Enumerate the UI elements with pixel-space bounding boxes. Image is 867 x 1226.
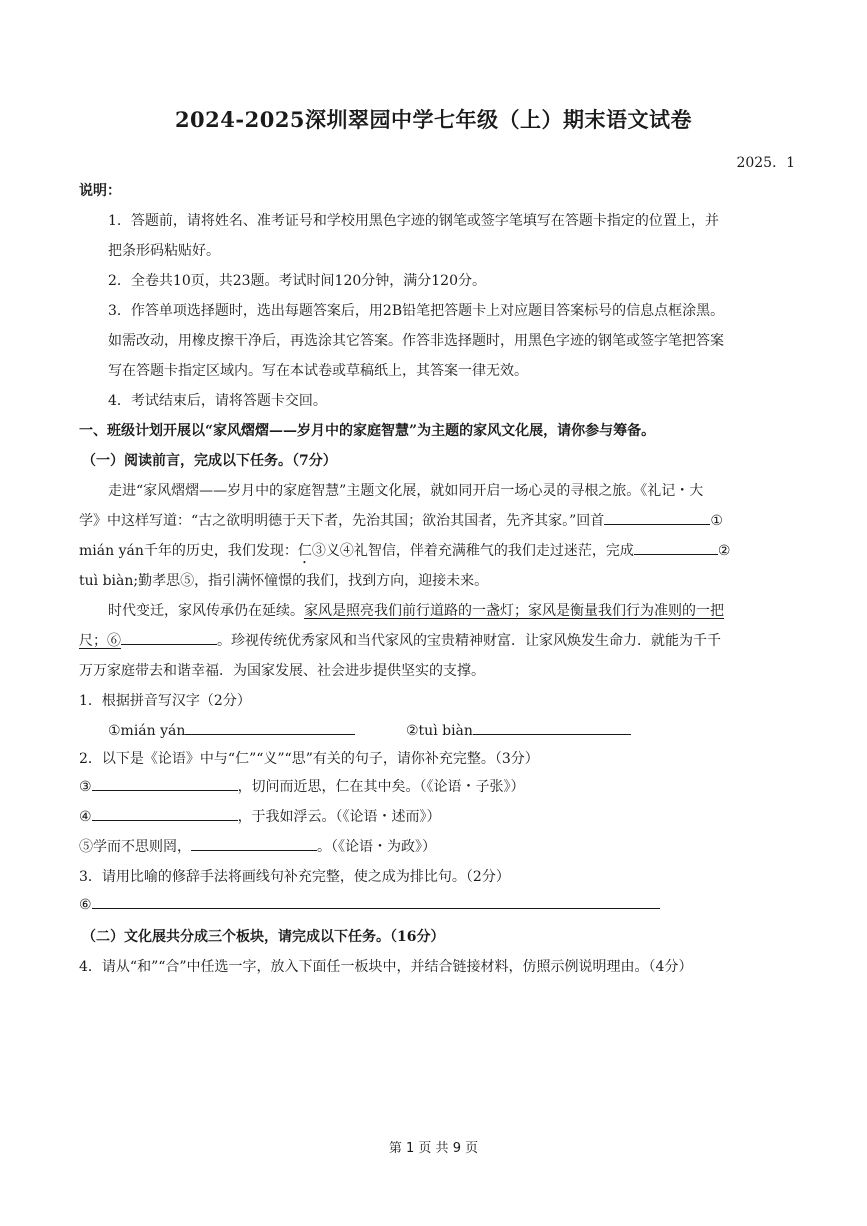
instruction-3-line2: 如需改动，用橡皮擦干净后，再选涂其它答案。作答非选择题时，用黑色字迹的钢笔或签字笔把答案	[108, 333, 724, 349]
answer-blank[interactable]	[191, 834, 317, 851]
passage-text: ⑤，指引满怀憧憬的我们，找到方向，迎接未来。	[180, 573, 489, 589]
instruction-1-line1: 1．答题前，请将姓名、准考证号和学校用黑色字迹的钢笔或签字笔填写在答题卡指定的位置上，并	[108, 213, 719, 229]
blank-2[interactable]	[634, 538, 718, 555]
question-2-c	[79, 832, 436, 862]
question-3-answer	[79, 890, 660, 920]
emphasized-char: 仁	[297, 543, 312, 559]
answer-blank[interactable]	[92, 892, 660, 909]
passage-para2-line1	[108, 596, 724, 626]
blank-marker-6: ⑥	[79, 897, 92, 913]
blank-marker-1: ①	[710, 513, 723, 529]
passage-text: 学》中这样写道：“古之欲明明德于天下者，先治其国；欲治其国者，先齐其家。”回首	[79, 513, 605, 529]
passage-para1-line2	[79, 506, 723, 536]
part2-heading: （二）文化展共分成三个板块，请完成以下任务。（16分）	[82, 929, 445, 945]
underlined-sentence: 家风是照亮我们前行道路的一盏灯；家风是衡量我们行为准则的一把	[304, 603, 724, 619]
quote-text: 。（《论语・为政》）	[317, 839, 436, 855]
part1-heading: （一）阅读前言，完成以下任务。（7分）	[82, 453, 337, 469]
instruction-4: 4．考试结束后，请将答题卡交回。	[108, 393, 327, 409]
question-1-b-label: ②tuì biàn	[406, 723, 473, 739]
answer-blank[interactable]	[185, 718, 355, 735]
instructions-label: 说明：	[79, 183, 121, 199]
exam-date: 2025．1	[736, 155, 795, 171]
instruction-1-line2: 把条形码粘贴好。	[108, 243, 220, 259]
question-3: 3．请用比喻的修辞手法将画线句补充完整，使之成为排比句。（2分）	[79, 869, 510, 885]
quote-text: ⑤学而不思则罔，	[79, 839, 191, 855]
instruction-3-line3: 写在答题卡指定区域内。写在本试卷或草稿纸上，其答案一律无效。	[108, 363, 528, 379]
blank-marker-4: ④	[79, 809, 92, 825]
passage-text: ③义④礼智信，伴着充满稚气的我们走过迷茫，完成	[311, 543, 634, 559]
question-1-b	[406, 716, 631, 746]
passage-text: 时代变迁，家风传承仍在延续。	[108, 603, 304, 619]
instruction-2: 2．全卷共10页，共23题。考试时间120分钟，满分120分。	[108, 273, 486, 289]
blank-1[interactable]	[604, 508, 710, 525]
page-footer: 第 1 页 共 9 页	[388, 1141, 479, 1156]
passage-para1-line3	[79, 536, 730, 567]
question-4: 4．请从“和”“合”中任选一字，放入下面任一板块中，并结合链接材料，仿照示例说明理由。（4分）	[79, 959, 693, 975]
blank-marker-3: ③	[79, 779, 92, 795]
passage-para1-line4	[79, 566, 488, 596]
instruction-3-line1: 3．作答单项选择题时，选出每题答案后，用2B铅笔把答题卡上对应题目答案标号的信息点框涂黑。	[108, 303, 725, 319]
blank-marker-2: ②	[717, 543, 731, 559]
quote-text: ，于我如浮云。（《论语・述而》）	[237, 809, 441, 825]
passage-para2-line3: 万万家庭带去和谐幸福．为国家发展、社会进步提供坚实的支撑。	[79, 663, 485, 679]
answer-blank[interactable]	[473, 718, 631, 735]
passage-text: mián yán千年的历史，我们发现：	[79, 543, 298, 559]
answer-blank[interactable]	[92, 774, 238, 791]
question-1: 1．根据拼音写汉字（2分）	[79, 693, 251, 709]
quote-text: ，切问而近思，仁在其中矣。（《论语・子张》）	[237, 779, 525, 795]
question-2: 2．以下是《论语》中与“仁”“义”“思”有关的句子，请你补充完整。（3分）	[79, 751, 539, 767]
passage-para1-line1: 走进“家风熠熠——岁月中的家庭智慧”主题文化展，就如同开启一场心灵的寻根之旅。《礼记・大	[108, 483, 704, 499]
question-2-a	[79, 772, 525, 802]
passage-para2-line2	[79, 626, 721, 656]
passage-text: 。珍视传统优秀家风和当代家风的宝贵精神财富．让家风焕发生命力．就能为千千	[217, 633, 721, 649]
answer-blank[interactable]	[92, 804, 238, 821]
question-2-b	[79, 802, 441, 832]
blank-6[interactable]	[121, 628, 217, 645]
page-title: 2024-2025深圳翠园中学七年级（上）期末语文试卷	[174, 107, 693, 132]
section1-heading: 一、班级计划开展以“家风熠熠——岁月中的家庭智慧”为主题的家风文化展，请你参与筹备。	[79, 423, 656, 439]
passage-text: tuì biàn;勤孝思	[79, 573, 181, 589]
question-1-a	[108, 716, 355, 746]
question-1-a-label: ①mián yán	[108, 723, 186, 739]
underlined-sentence: 尺；⑥	[79, 633, 121, 649]
